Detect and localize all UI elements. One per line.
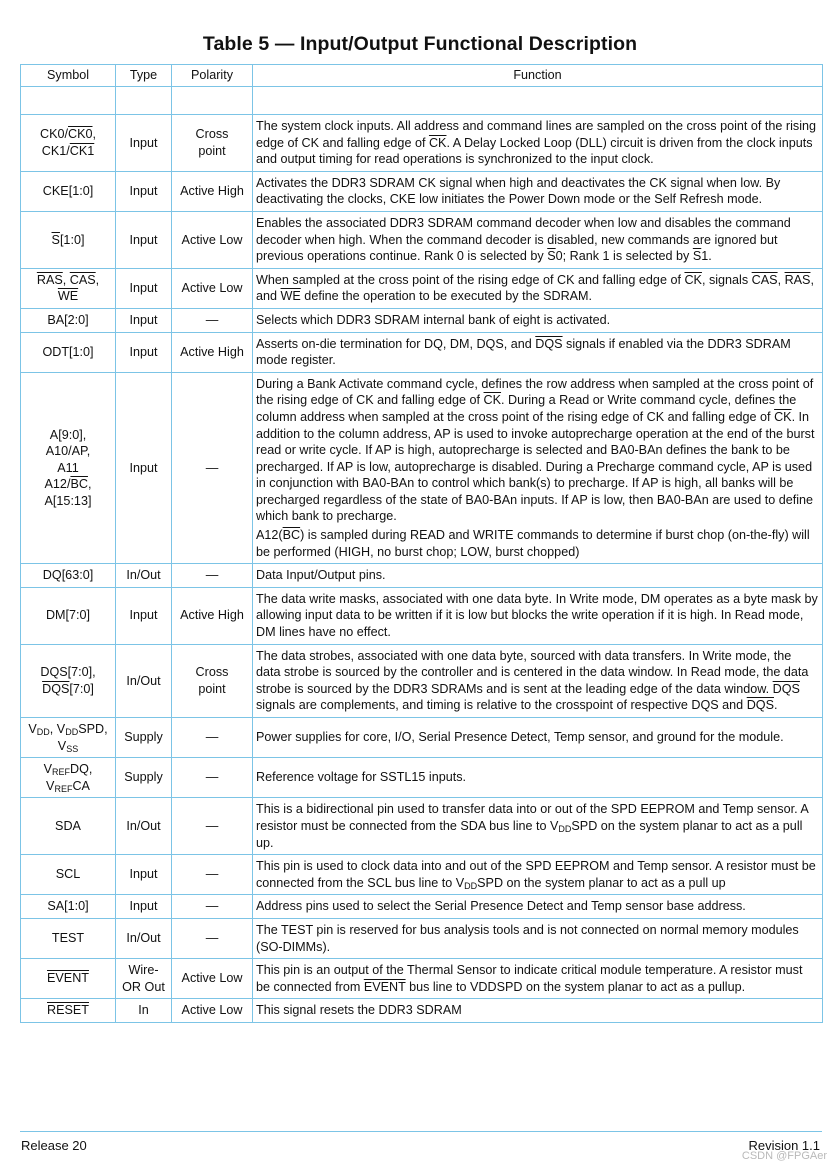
cell-symbol: DM[7:0] xyxy=(21,587,116,644)
cell-symbol: CKE[1:0] xyxy=(21,171,116,211)
table-row xyxy=(21,564,823,588)
cell-polarity: Cross point xyxy=(172,115,253,172)
cell-type: Input xyxy=(116,332,172,372)
cell-type: Input xyxy=(116,268,172,308)
cell-type: In/Out xyxy=(116,564,172,588)
cell-type: Input xyxy=(116,115,172,172)
table-row xyxy=(21,372,823,564)
cell-symbol: SDA xyxy=(21,798,116,855)
cell-symbol: EVENT xyxy=(21,959,116,999)
cell-polarity: Active Low xyxy=(172,999,253,1023)
table-row xyxy=(21,959,823,999)
cell-type: Supply xyxy=(116,718,172,758)
cell-function: Power supplies for core, I/O, Serial Presence Detect, Temp sensor, and ground for the module. xyxy=(253,718,823,758)
table-row xyxy=(21,918,823,958)
cell-polarity: — xyxy=(172,564,253,588)
table-row xyxy=(21,115,823,172)
cell-function: Activates the DDR3 SDRAM CK signal when high and deactivates the CK signal when low. By deactivating the clocks, CKE low initiates the Power Down mode or the Self Refresh mode. xyxy=(253,171,823,211)
cell-type: Input xyxy=(116,372,172,564)
cell-polarity: — xyxy=(172,758,253,798)
cell-type: Supply xyxy=(116,758,172,798)
cell-type: Wire- OR Out xyxy=(116,959,172,999)
cell-polarity: Active Low xyxy=(172,268,253,308)
table-row xyxy=(21,644,823,717)
table-header-row xyxy=(21,65,823,87)
cell-type: Input xyxy=(116,171,172,211)
cell-polarity: Cross point xyxy=(172,644,253,717)
cell-type: Input xyxy=(116,855,172,895)
cell-function: Selects which DDR3 SDRAM internal bank of eight is activated. xyxy=(253,308,823,332)
cell-symbol: $\overline{RAS}$, $\overline{CAS}$, $\overline{WE}$ xyxy=(21,268,116,308)
cell-function: This is a bidirectional pin used to transfer data into or out of the SPD EEPROM and Temp sensor. A resistor must be connected from the SDA bus line to $V_{DD}SPD$ on the system planar to act as a pull up. xyxy=(253,798,823,855)
watermark: CSDN @FPGAer xyxy=(741,1150,827,1162)
cell-polarity: — xyxy=(172,308,253,332)
cell-polarity: — xyxy=(172,855,253,895)
cell-function: Address pins used to select the Serial Presence Detect and Temp sensor base address. xyxy=(253,895,823,919)
cell-function: This pin is an output of the Thermal Sensor to indicate critical module temperature. A resistor must be connected from EVENT bus line to VDDSPD on the system planar to act as a pullup. xyxy=(253,959,823,999)
cell-polarity: Active High xyxy=(172,332,253,372)
cell-symbol: A[9:0], A10/AP, A11 $A12/\overline{BC}$, A[15:13] xyxy=(21,372,116,564)
cell-polarity: — xyxy=(172,718,253,758)
header-function: Function xyxy=(253,65,823,87)
cell-type: In/Out xyxy=(116,918,172,958)
cell-polarity: Active Low xyxy=(172,211,253,268)
cell-function: Enables the associated DDR3 SDRAM command decoder when low and disables the command decoder when high. When the command decoder is disabled, new commands are ignored but previous operations continue. Rank 0 is selected by $\overline{S}0$; Rank 1 is selected by $\overline{S}1$. xyxy=(253,211,823,268)
cell-function: When sampled at the cross point of the rising edge of CK and falling edge of $\overline{CK}$, signals $\overline{CAS}$, $\overline{RAS}$, and $\overline{WE}$ define the operation to be executed by the SDRAM. xyxy=(253,268,823,308)
cell-symbol: DQ[63:0] xyxy=(21,564,116,588)
cell-symbol: BA[2:0] xyxy=(21,308,116,332)
cell-polarity: — xyxy=(172,798,253,855)
cell-symbol: RESET xyxy=(21,999,116,1023)
header-symbol: Symbol xyxy=(21,65,116,87)
cell-symbol: SCL xyxy=(21,855,116,895)
cell-function: Asserts on-die termination for DQ, DM, DQS, and $\overline{DQS}$ signals if enabled via the DDR3 SDRAM mode register. xyxy=(253,332,823,372)
cell-type: Input xyxy=(116,211,172,268)
cell-symbol: $V_{REF}DQ$, $V_{REF}CA$ xyxy=(21,758,116,798)
header-polarity: Polarity xyxy=(172,65,253,87)
header-type: Type xyxy=(116,65,172,87)
cell-type: In/Out xyxy=(116,644,172,717)
cell-polarity: — xyxy=(172,372,253,564)
cell-type: Input xyxy=(116,587,172,644)
cell-type: In xyxy=(116,999,172,1023)
footer-divider xyxy=(20,1131,822,1132)
table-row xyxy=(21,332,823,372)
cell-type: Input xyxy=(116,308,172,332)
table-row xyxy=(21,171,823,211)
cell-polarity: Active High xyxy=(172,171,253,211)
cell-symbol: CK0/CK0, CK1/CK1 xyxy=(21,115,116,172)
cell-symbol: TEST xyxy=(21,918,116,958)
table-row xyxy=(21,587,823,644)
table-body xyxy=(21,87,823,1023)
cell-function: The data write masks, associated with one data byte. In Write mode, DM operates as a byte mask by allowing input data to be written if it is low but blocks the write operation if it is high. In Read mode, DM lines have no effect. xyxy=(253,587,823,644)
cell-symbol: ODT[1:0] xyxy=(21,332,116,372)
cell-function: This signal resets the DDR3 SDRAM xyxy=(253,999,823,1023)
cell-function: Data Input/Output pins. xyxy=(253,564,823,588)
footer-revision: Revision 1.1 xyxy=(748,1138,820,1153)
cell-function: Reference voltage for SSTL15 inputs. xyxy=(253,758,823,798)
cell-function: During a Bank Activate command cycle, defines the row address when sampled at the cross point of the rising edge of CK and falling edge of $\overline{CK}$. During a Read or Write command cycle, defines the column address when sampled at the cross point of the rising edge of CK and falling edge of $\overline{CK}$. In addition to the column address, AP is used to invoke autoprecharge operation at the end of the burst read or write cycle. If AP is high, autoprecharge is selected and BA0-BAn defines the bank to be precharged. If AP is low, autoprecharge is disabled. During a Precharge command cycle, AP is used in conjunction with BA0-BAn to control which bank(s) to precharge. If AP is high, all banks will be precharged regardless of the state of BA0-BAn inputs. If AP is low, then BA0-BAn are used to define which bank to precharge. $A12(\overline{BC})$ is sampled during READ and WRITE commands to determine if burst chop (on-the-fly) will be performed (HIGH, no burst chop; LOW, burst chopped) xyxy=(253,372,823,564)
table-row xyxy=(21,798,823,855)
table-row xyxy=(21,895,823,919)
cell-polarity: Active High xyxy=(172,587,253,644)
table-title: Table 5 — Input/Output Functional Description xyxy=(202,33,638,55)
cell-function: The system clock inputs. All address and command lines are sampled on the cross point of the rising edge of CK and falling edge of $\overline{CK}$. A Delay Locked Loop (DLL) circuit is driven from the clock inputs and output timing for read operations is synchronized to the input clock. xyxy=(253,115,823,172)
table-row xyxy=(21,999,823,1023)
cell-polarity: Active Low xyxy=(172,959,253,999)
table-row xyxy=(21,855,823,895)
cell-symbol: DQS[7:0], $\overline{DQS}[7:0]$ xyxy=(21,644,116,717)
table-row xyxy=(21,308,823,332)
cell-symbol: $V_{DD}$, $V_{DD}SPD$, $V_{SS}$ xyxy=(21,718,116,758)
cell-function: The data strobes, associated with one data byte, sourced with data transfers. In Write mode, the data strobe is sourced by the controller and is centered in the data window. In Read mode, the data strobe is sourced by the DDR3 SDRAMs and is sent at the leading edge of the data window. $\overline{DQS}$ signals are complements, and timing is relative to the crosspoint of respective DQS and $\overline{DQS}$. xyxy=(253,644,823,717)
io-function-table xyxy=(20,64,823,1023)
table-row xyxy=(21,211,823,268)
footer-release: Release 20 xyxy=(21,1138,87,1153)
table-row xyxy=(21,718,823,758)
cell-function: This pin is used to clock data into and out of the SPD EEPROM and Temp sensor. A resistor must be connected from the SCL bus line to $V_{DD}SPD$ on the system planar to act as a pull up xyxy=(253,855,823,895)
table-row xyxy=(21,758,823,798)
cell-polarity: — xyxy=(172,918,253,958)
cell-symbol: SA[1:0] xyxy=(21,895,116,919)
table-row xyxy=(21,268,823,308)
cell-type: Input xyxy=(116,895,172,919)
cell-symbol: $\overline{S}[1:0]$ xyxy=(21,211,116,268)
cell-function: The TEST pin is reserved for bus analysis tools and is not connected on normal memory modules (SO-DIMMs). xyxy=(253,918,823,958)
cell-polarity: — xyxy=(172,895,253,919)
cell-type: In/Out xyxy=(116,798,172,855)
spacer-row xyxy=(21,87,823,115)
